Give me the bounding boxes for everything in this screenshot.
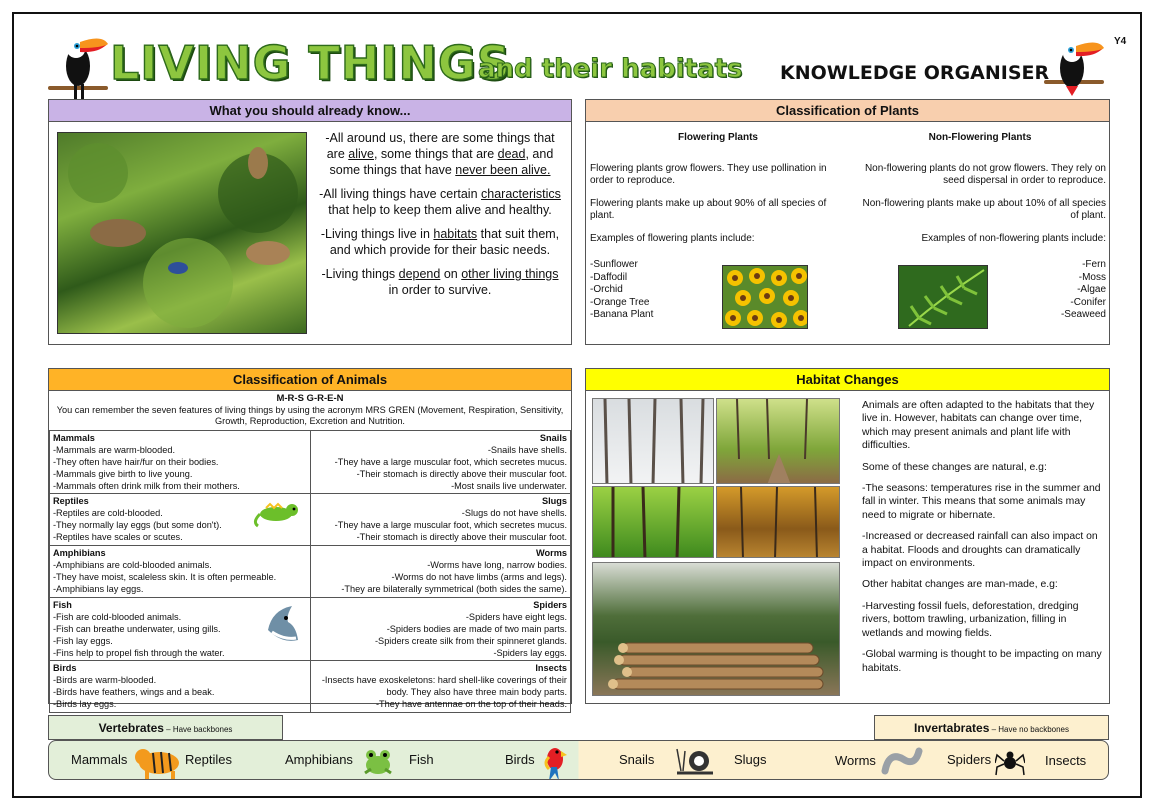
cell-line: -Birds lay eggs. bbox=[53, 699, 117, 709]
cell-line: -Fish lay eggs. bbox=[53, 636, 113, 646]
strip-birds: Birds bbox=[505, 752, 535, 767]
know-p2-b: that help to keep them alive and healthy. bbox=[328, 203, 552, 217]
cell-spiders bbox=[310, 598, 571, 661]
know-p4-c: in order to survive. bbox=[388, 283, 492, 297]
cell-title: Slugs bbox=[541, 496, 567, 506]
snail-icon bbox=[673, 743, 717, 779]
title-main: LIVING THINGS bbox=[110, 36, 511, 90]
cell-title: Snails bbox=[539, 433, 567, 443]
table-row bbox=[50, 431, 571, 494]
cell-line: -Mammals give birth to live young. bbox=[53, 469, 193, 479]
cell-line: -Most snails live underwater. bbox=[451, 481, 567, 491]
cell-line: -Their stomach is directly above their muscular foot. bbox=[356, 469, 567, 479]
table-row bbox=[50, 598, 571, 661]
strip-amphibians: Amphibians bbox=[285, 752, 353, 767]
habitat-heading: Habitat Changes bbox=[586, 369, 1109, 391]
cell-line: -They often have hair/fur on their bodies. bbox=[53, 457, 219, 467]
rainforest-photo bbox=[57, 132, 307, 334]
cell-line: -Spiders bodies are made of two main parts. bbox=[386, 624, 567, 634]
plants-panel bbox=[585, 99, 1110, 345]
habitat-panel bbox=[585, 368, 1110, 704]
nonflowering-p2: Non-flowering plants make up about 10% of all species of plant. bbox=[862, 197, 1106, 221]
sunflower-photo bbox=[722, 265, 808, 329]
vertebrates-title: Vertebrates bbox=[98, 721, 164, 735]
table-row bbox=[50, 661, 571, 713]
know-heading: What you should already know... bbox=[49, 100, 571, 122]
strip-insects: Insects bbox=[1045, 753, 1087, 768]
list-item: -Algae bbox=[1077, 284, 1106, 295]
cell-line: -Mammals often drink milk from their mothers. bbox=[53, 481, 240, 491]
year-label: Y4 bbox=[1114, 36, 1127, 47]
know-alive: alive bbox=[348, 147, 374, 161]
cell-line: -Spiders have eight legs. bbox=[465, 612, 567, 622]
list-item: -Conifer bbox=[1070, 296, 1106, 308]
know-dep: depend bbox=[398, 267, 441, 281]
invertebrates-title: Invertabrates bbox=[914, 721, 990, 735]
list-item: -Moss bbox=[1078, 271, 1106, 283]
cell-line: -Spiders lay eggs. bbox=[493, 648, 567, 658]
know-p4-a: -Living things bbox=[321, 267, 399, 281]
cell-title: Mammals bbox=[53, 433, 95, 443]
tiger-icon bbox=[133, 743, 185, 779]
cell-title: Fish bbox=[53, 600, 72, 610]
cell-slugs bbox=[310, 494, 571, 546]
know-p1-a: -All around us, there are some things that are bbox=[325, 131, 555, 161]
vertebrates-note: – Have backbones bbox=[163, 725, 233, 734]
know-p4-b: on bbox=[440, 267, 462, 281]
deforestation-photo bbox=[592, 562, 840, 696]
spring-photo bbox=[716, 398, 840, 484]
cell-line: -Birds have feathers, wings and a beak. bbox=[53, 687, 215, 697]
vertebrates-label bbox=[48, 715, 283, 740]
toucan-left-icon bbox=[44, 28, 110, 104]
habitat-p5: Other habitat changes are man-made, e.g: bbox=[862, 579, 1058, 591]
cell-title: Amphibians bbox=[53, 548, 106, 558]
table-row bbox=[50, 546, 571, 598]
cell-line: -They are bilaterally symmetrical (both sides the same). bbox=[341, 584, 567, 594]
list-item: -Orange Tree bbox=[590, 296, 650, 308]
animals-heading: Classification of Animals bbox=[49, 369, 571, 391]
know-other: other living things bbox=[461, 267, 559, 281]
habitat-p4: -Increased or decreased rainfall can also impact on a habitat. Floods and droughts can dramatically impact on environments. bbox=[862, 531, 1098, 570]
habitat-p1: Animals are often adapted to the habitats that they live in. However, habitats can change over time, which may present animals and plant life with difficulties. bbox=[862, 400, 1095, 452]
nonflowering-p3: Examples of non-flowering plants include: bbox=[921, 232, 1106, 244]
know-p1-c: , and some things that have bbox=[329, 147, 554, 177]
cell-title: Reptiles bbox=[53, 496, 89, 506]
cell-fish bbox=[50, 598, 311, 661]
acronym: M-R-S G-R-E-N bbox=[276, 393, 344, 404]
fern-photo bbox=[898, 265, 988, 329]
list-item: -Orchid bbox=[590, 284, 623, 295]
strip-slugs: Slugs bbox=[734, 752, 767, 767]
cell-reptiles bbox=[50, 494, 311, 546]
plants-heading: Classification of Plants bbox=[586, 100, 1109, 122]
invertebrates-note: – Have no backbones bbox=[989, 725, 1069, 734]
cell-title: Worms bbox=[536, 548, 567, 558]
worm-icon bbox=[881, 745, 923, 777]
habitat-text bbox=[862, 399, 1106, 675]
strip-reptiles: Reptiles bbox=[185, 752, 232, 767]
iguana-icon bbox=[252, 498, 304, 528]
cell-line: -Insects have exoskeletons: hard shell-like coverings of their body. They also have three main body parts. bbox=[321, 675, 567, 697]
cell-snails bbox=[310, 431, 571, 494]
cell-line: -Slugs do not have shells. bbox=[461, 508, 567, 518]
list-item: -Sunflower bbox=[590, 259, 638, 270]
cell-mammals bbox=[50, 431, 311, 494]
cell-birds bbox=[50, 661, 311, 713]
classification-strip bbox=[48, 740, 1109, 780]
cell-worms bbox=[310, 546, 571, 598]
know-never: never been alive. bbox=[455, 163, 551, 177]
cell-line: -Amphibians lay eggs. bbox=[53, 584, 144, 594]
winter-photo bbox=[592, 398, 714, 484]
cell-line: -Fins help to propel fish through the water. bbox=[53, 648, 225, 658]
table-row bbox=[50, 494, 571, 546]
habitat-p6: -Harvesting fossil fuels, deforestation, dredging rivers, bottom trawling, urbanization, filling in wetlands and mowing fields. bbox=[862, 600, 1079, 639]
know-dead: dead bbox=[497, 147, 526, 161]
strip-mammals: Mammals bbox=[71, 752, 128, 767]
flowering-p1: Flowering plants grow flowers. They use pollination in order to reproduce. bbox=[590, 162, 827, 186]
cell-line: -Worms do not have limbs (arms and legs). bbox=[391, 572, 567, 582]
cell-line: -Snails have shells. bbox=[487, 445, 567, 455]
know-p2-a: -All living things have certain bbox=[319, 187, 481, 201]
frog-icon bbox=[361, 745, 395, 777]
animals-intro: You can remember the seven features of living things by using the acronym MRS GREN (Movement, Respiration, Sensitivity, Growth, Reproduction, Excretion and Nutrition. bbox=[56, 405, 564, 426]
cell-line: -They normally lay eggs (but some don't). bbox=[53, 520, 222, 530]
title-sub: and their habitats bbox=[478, 54, 743, 84]
list-item: -Daffodil bbox=[590, 271, 628, 283]
cell-line: -Reptiles are cold-blooded. bbox=[53, 508, 163, 518]
cell-insects bbox=[310, 661, 571, 713]
cell-line: -Birds are warm-blooded. bbox=[53, 675, 157, 685]
summer-photo bbox=[592, 486, 714, 558]
strip-worms: Worms bbox=[835, 753, 876, 768]
cell-line: -Fish are cold-blooded animals. bbox=[53, 612, 182, 622]
flowering-p2: Flowering plants make up about 90% of all species of plant. bbox=[590, 197, 827, 221]
invertebrates-label bbox=[874, 715, 1109, 740]
cell-line: -Amphibians are cold-blooded animals. bbox=[53, 560, 212, 570]
cell-line: -Mammals are warm-blooded. bbox=[53, 445, 176, 455]
cell-line: -Their stomach is directly above their muscular foot. bbox=[356, 532, 567, 542]
habitat-p2: Some of these changes are natural, e.g: bbox=[862, 461, 1047, 473]
know-p3-a: -Living things live in bbox=[320, 227, 434, 241]
cell-title: Spiders bbox=[533, 600, 567, 610]
know-panel bbox=[48, 99, 572, 345]
strip-snails: Snails bbox=[619, 752, 655, 767]
animals-table bbox=[49, 430, 571, 713]
habitat-p3: -The seasons: temperatures rise in the summer and fall in winter. This means that some animals may need to migrate or hibernate. bbox=[862, 483, 1101, 521]
cell-line: -Reptiles have scales or scutes. bbox=[53, 532, 183, 542]
cell-line: -They have antennae on the top of their heads. bbox=[375, 699, 567, 709]
habitat-p7: -Global warming is thought to be impacting on many habitats. bbox=[862, 649, 1102, 674]
nonflowering-p1: Non-flowering plants do not grow flowers. They rely on seed dispersal in order to reproduce. bbox=[864, 162, 1106, 186]
cell-line: -Fish can breathe underwater, using gills. bbox=[53, 624, 221, 634]
know-p3-b: that suit them, and which provide for their basic needs. bbox=[329, 227, 560, 257]
spider-icon bbox=[995, 745, 1025, 777]
know-text bbox=[317, 130, 563, 298]
list-item: -Fern bbox=[1082, 259, 1106, 270]
know-hab: habitats bbox=[433, 227, 478, 241]
list-item: -Banana Plant bbox=[590, 309, 654, 320]
cell-title: Birds bbox=[53, 663, 77, 673]
cell-line: -Worms have long, narrow bodies. bbox=[427, 560, 567, 570]
flowering-p3: Examples of flowering plants include: bbox=[590, 232, 755, 244]
nonflowering-title: Non-Flowering Plants bbox=[928, 132, 1032, 143]
cell-amphibians bbox=[50, 546, 311, 598]
know-p1-b: , some things that are bbox=[373, 147, 498, 161]
flowering-title: Flowering Plants bbox=[677, 132, 758, 143]
cell-title: Insects bbox=[535, 663, 567, 673]
list-item: -Seaweed bbox=[1060, 309, 1106, 320]
strip-fish: Fish bbox=[409, 752, 434, 767]
cell-line: -They have a large muscular foot, which secretes mucus. bbox=[334, 520, 567, 530]
autumn-photo bbox=[716, 486, 840, 558]
know-char: characteristics bbox=[481, 187, 561, 201]
strip-spiders: Spiders bbox=[947, 752, 992, 767]
cell-line: -Spiders create silk from their spinneret glands. bbox=[375, 636, 567, 646]
shark-icon bbox=[262, 600, 302, 646]
cell-line: -They have a large muscular foot, which secretes mucus. bbox=[334, 457, 567, 467]
cell-line: -They have moist, scaleless skin. It is often permeable. bbox=[53, 572, 277, 582]
parrot-icon bbox=[541, 743, 569, 780]
animals-panel bbox=[48, 368, 572, 709]
title-knowledge-organiser: KNOWLEDGE ORGANISER bbox=[780, 62, 1050, 84]
